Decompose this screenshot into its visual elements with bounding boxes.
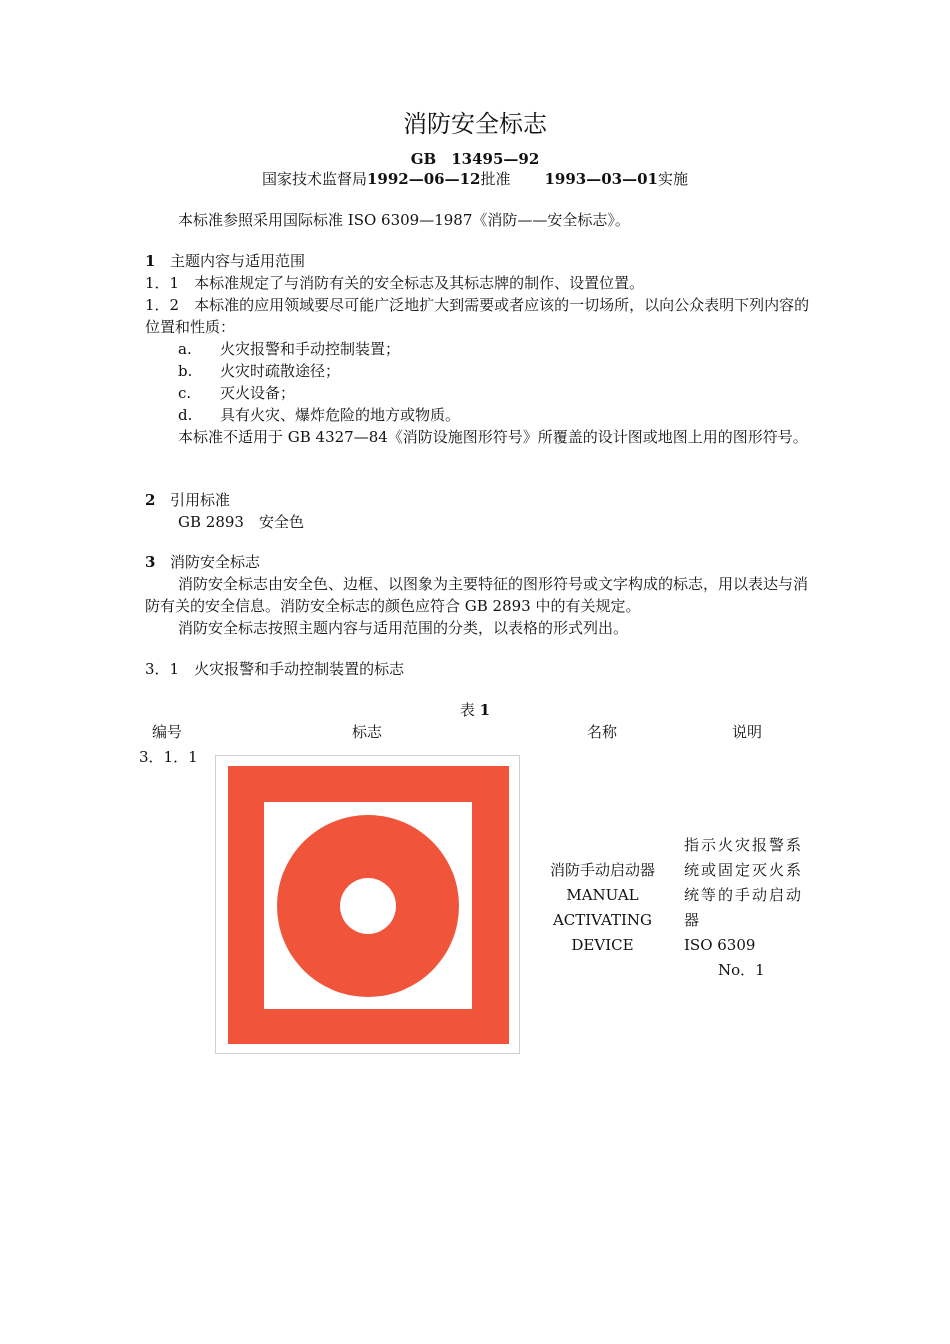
approval-date: 1992—06—12 (366, 170, 481, 188)
section-1-heading (145, 250, 305, 272)
table-header-sign: 标志 (352, 723, 383, 741)
list-item: d. 具有火灾、爆炸危险的地方或物质。 (178, 406, 461, 424)
table-row-number: 3．1．1 (139, 748, 198, 766)
approval-line (0, 168, 950, 190)
table-row-description: 指示火灾报警系 统或固定灭火系 统等的手动启动 器 ISO 6309 No．1 (684, 836, 804, 979)
section-3-paragraph-2: 消防安全标志按照主题内容与适用范围的分类，以表格的形式列出。 (178, 619, 629, 637)
effective-date: 1993—03—01 (544, 170, 658, 188)
table-header-name: 名称 (587, 723, 618, 741)
manual-activation-sign-icon (216, 756, 519, 1053)
list-item: c. 灭火设备； (178, 384, 296, 402)
fire-manual-activating-device-sign (215, 755, 520, 1054)
list-item: a. 火灾报警和手动控制装置； (178, 340, 401, 358)
list-item: b. 火灾时疏散途径； (178, 362, 341, 380)
subsection-3-1-heading: 3．1 火灾报警和手动控制装置的标志 (145, 660, 405, 678)
sign-center-hole (340, 878, 396, 934)
document-title: 消防安全标志 (403, 110, 547, 138)
scope-exclusion-note: 本标准不适用于 GB 4327—84《消防设施图形符号》所覆盖的设计图或地图上用的图形符号。 (178, 428, 808, 446)
section-title: 主题内容与适用范围 (170, 252, 306, 270)
section-3-paragraph-1: 消防安全标志由安全色、边框、以图象为主要特征的图形符号或文字构成的标志，用以表达与消防有关的安全信息。消防安全标志的颜色应符合 GB 2893 中的有关规定。 (145, 575, 809, 615)
table-header-description: 说明 (732, 723, 763, 741)
intro-paragraph: 本标准参照采用国际标准 ISO 6309—1987《消防——安全标志》。 (178, 211, 630, 229)
section-number: 1 (145, 252, 156, 270)
approval-label: 批准 (480, 170, 511, 188)
effective-label: 实施 (658, 170, 689, 188)
approval-authority: 国家技术监督局 (261, 170, 367, 188)
normative-reference: GB 2893 安全色 (178, 513, 304, 531)
standard-code: GB 13495—92 (410, 150, 540, 168)
table-header-number: 编号 (152, 723, 183, 741)
section-2-heading: 2 引用标准 (145, 491, 231, 509)
section-3-heading: 3 消防安全标志 (145, 553, 261, 571)
clause-1-2: 1．2 本标准的应用领域要尽可能广泛地扩大到需要或者应该的一切场所，以向公众表明下列内容的位置和性质： (145, 296, 810, 336)
table-row-name: 消防手动启动器 MANUAL ACTIVATING DEVICE (549, 861, 655, 954)
clause-1-1: 1．1 本标准规定了与消防有关的安全标志及其标志牌的制作、设置位置。 (145, 274, 645, 292)
table-caption: 表 1 (459, 701, 491, 719)
